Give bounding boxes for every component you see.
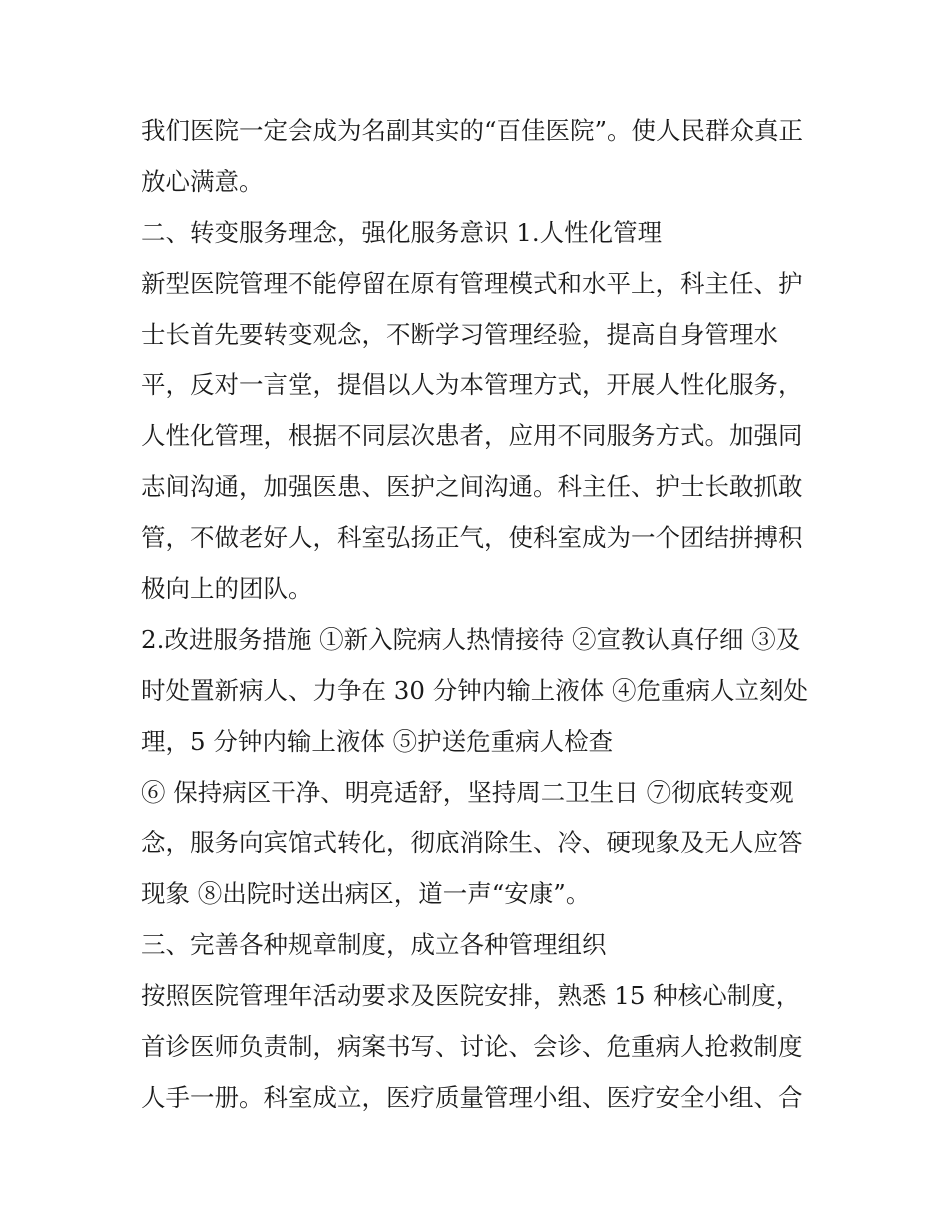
text-line: 时处置新病人、力争在 30 分钟内输上液体 ④危重病人立刻处: [141, 675, 809, 705]
text-line: 我们医院一定会成为名副其实的“百佳医院”。使人民群众真正: [141, 116, 804, 145]
body-text: [141, 106, 821, 1124]
text-line: 放心满意。: [141, 166, 264, 196]
section-heading: 二、转变服务理念，强化服务意识 1.人性化管理: [141, 217, 663, 247]
text-line: 现象 ⑧出院时送出病区，道一声“安康”。: [141, 879, 591, 909]
text-line: 按照医院管理年活动要求及医院安排，熟悉 15 种核心制度，: [141, 981, 801, 1011]
text-line: 人手一册。科室成立，医疗质量管理小组、医疗安全小组、合: [141, 1082, 803, 1112]
text-line: 新型医院管理不能停留在原有管理模式和水平上，科主任、护: [141, 268, 803, 298]
text-line: 理，5 分钟内输上液体 ⑤护送危重病人检查: [141, 726, 614, 756]
text-line: 平，反对一言堂，提倡以人为本管理方式，开展人性化服务，: [141, 370, 803, 400]
text-line: 极向上的团队。: [141, 574, 313, 604]
text-line: 首诊医师负责制，病案书写、讨论、会诊、危重病人抢救制度: [141, 1032, 803, 1062]
text-line: 念，服务向宾馆式转化，彻底消除生、冷、硬现象及无人应答: [141, 828, 803, 858]
text-line: 2.改进服务措施 ①新入院病人热情接待 ②宣教认真仔细 ③及: [141, 624, 801, 654]
section-heading: 三、完善各种规章制度，成立各种管理组织: [141, 930, 607, 960]
text-line: 士长首先要转变观念，不断学习管理经验，提高自身管理水: [141, 319, 778, 349]
text-line: 志间沟通，加强医患、医护之间沟通。科主任、护士长敢抓敢: [141, 472, 803, 502]
text-line: ⑥ 保持病区干净、明亮适舒，坚持周二卫生日 ⑦彻底转变观: [141, 777, 794, 807]
text-line: 人性化管理，根据不同层次患者，应用不同服务方式。加强同: [141, 421, 803, 451]
text-line: 管，不做老好人，科室弘扬正气，使科室成为一个团结拼搏积: [141, 523, 803, 553]
